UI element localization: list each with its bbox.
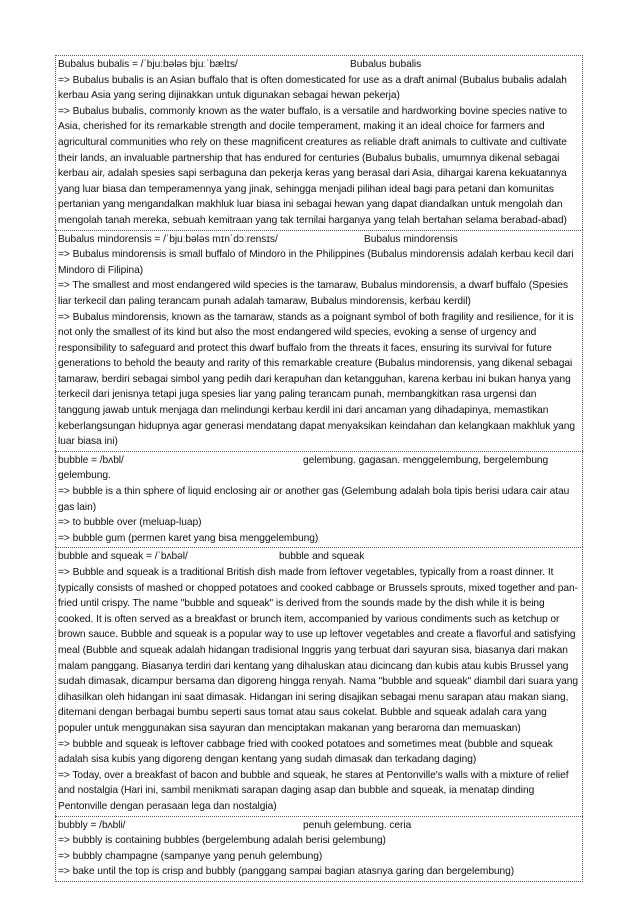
headword: Bubalus bubalis = /ˈbjuːbələs bjuːˈbælɪs/ xyxy=(58,59,238,70)
example-line: => bubbly is containing bubbles (bergelembung adalah berisi gelembung) xyxy=(58,835,386,847)
example-line: => Today, over a breakfast of bacon and bubble and squeak, he stares at Pentonville's walls with a mixture of relief and nostalgia (Hari ini, sambil menikmati sarapan daging asap dan bubble and squeak, ia menatap dinding Pentonville dengan perasaan lega dan nostalgia) xyxy=(58,769,569,812)
entry-bubbly xyxy=(55,816,583,882)
headword: bubble and squeak = /ˈbʌbəl/ xyxy=(58,551,188,563)
example-line: => bake until the top is crisp and bubbly (panggang sampai bagian atasnya garing dan bergelembung) xyxy=(58,866,515,878)
example-line: => to bubble over (meluap-luap) xyxy=(58,517,202,529)
entry-header xyxy=(58,549,580,565)
example-line: => bubble and squeak is leftover cabbage fried with cooked potatoes and sometimes meat (bubble and squeak adalah sisa kubis yang digoreng dengan kentang yang sudah dimasak dan terkadang daging) xyxy=(58,738,553,766)
example-line: => The smallest and most endangered wild species is the tamaraw, Bubalus mindorensis, a dwarf buffalo (Spesies liar terkecil dan paling terancam punah adalah tamaraw, Bubalus mindorensis, kerbau kerdil) xyxy=(58,280,569,307)
example-line: => Bubalus bubalis, commonly known as the water buffalo, is a versatile and hardworking bovine species native to Asia, cherished for its remarkable strength and docile temperament, making it an ideal choice for farmers and agricultural communities who rely on these magnificent creatures as reliable draft animals to cultivate and cultivate their lands, an invaluable partnership that has endured for centuries (Bubalus bubalis, umumnya dikenal sebagai kerbau air, adalah spesies sapi serbaguna dan pekerja keras yang berasal dari Asia, dihargai karena kekuatannya yang luar biasa dan temperamennya yang jinak, sehingga menjadi pilihan ideal bagi para petani dan komunitas pertanian yang mengandalkan makhluk luar biasa ini sebagai hewan yang dapat diandalkan untuk mengolah dan mengolah tanah mereka, sebuah kemitraan yang tak ternilai harganya yang telah bertahan selama berabad-abad) xyxy=(58,105,567,226)
example-line: => Bubble and squeak is a traditional British dish made from leftover vegetables, typically from a roast dinner. It typically consists of mashed or chopped potatoes and cooked cabbage or Brussels sprouts, mixed together and pan-fried until crispy. The name "bubble and squeak" is derived from the sounds made by the dish while it is being cooked. It is often served as a breakfast or brunch item, accompanied by various condiments such as ketchup or brown sauce. Bubble and squeak is a popular way to use up leftover vegetables and create a flavorful and satisfying meal (Bubble and squeak adalah hidangan tradisional Inggris yang terbuat dari sayuran sisa, biasanya dari makan malam panggang. Biasanya terdiri dari kentang yang dihaluskan atau dicincang dan kubis atau kubis Brussel yang sudah dimasak, dicampur bersama dan digoreng hingga renyah. Nama "bubble and squeak" diambil dari suara yang dihasilkan oleh hidangan ini saat dimasak. Hidangan ini sering disajikan sebagai menu sarapan atau makan siang, ditemani dengan berbagai bumbu seperti saus tomat atau saus cokelat. Bubble and squeak adalah cara yang populer untuk menggunakan sisa sayuran dan menciptakan makanan yang beraroma dan memuaskan) xyxy=(58,567,579,734)
meaning: gelembung. gagasan. menggelembung, bergelembung xyxy=(303,454,549,466)
entry-header xyxy=(58,818,580,834)
headword: bubbly = /bʌbli/ xyxy=(58,819,126,831)
entry-header xyxy=(58,232,580,248)
example-line: => bubble is a thin sphere of liquid enclosing air or another gas (Gelembung adalah bola tipis berisi udara cair atau gas lain) xyxy=(58,486,570,513)
meaning: bubble and squeak xyxy=(279,551,365,563)
meaning: penuh gelembung. ceria xyxy=(303,819,412,831)
example-line: => Bubalus mindorensis, known as the tamaraw, stands as a poignant symbol of both fragility and resilience, for it is not only the smallest of its kind but also the most endangered wild species, evoking a sense of urgency and responsibility to safeguard and protect this dwarf buffalo from the threats it faces, ensuring its survival for future generations to behold the beauty and rarity of this remarkable creature (Bubalus mindorensis, yang dikenal sebagai tamaraw, berdiri sebagai simbol yang pedih dari kerapuhan dan ketangguhan, karena kerbau ini bukan hanya yang terkecil dari jenisnya tetapi juga spesies liar yang paling terancam punah, membangkitkan rasa urgensi dan tanggung jawab untuk menjaga dan melindungi kerbau kerdil ini dari ancaman yang dihadapinya, memastikan keberlangsungan hidupnya agar generasi mendatang dapat menyaksikan keindahan dan kelangkaan makhluk yang luar biasa ini) xyxy=(58,311,576,448)
example-line: => Bubalus mindorensis is small buffalo of Mindoro in the Philippines (Bubalus mindorensis adalah kerbau kecil dari Mindoro di Filipina) xyxy=(58,249,574,276)
entry-header xyxy=(58,453,580,469)
headword: Bubalus mindorensis = /ˈbjuːbələs mɪnˈdɔːrensɪs/ xyxy=(58,233,278,245)
entry-bubble-and-squeak xyxy=(55,547,583,815)
example-line: => bubbly champagne (sampanye yang penuh gelembung) xyxy=(58,850,323,862)
entry-bubalus-mindorensis xyxy=(55,230,583,451)
entry-header xyxy=(58,57,580,73)
example-line: => Bubalus bubalis is an Asian buffalo that is often domesticated for use as a draft animal (Bubalus bubalis adalah kerbau Asia yang sering dijinakkan untuk digunakan sebagai hewan pekerja) xyxy=(58,74,567,102)
entry-bubble xyxy=(55,451,583,548)
example-line: => bubble gum (permen karet yang bisa menggelembung) xyxy=(58,532,319,544)
headword: bubble = /bʌbl/ xyxy=(58,454,124,466)
meaning: Bubalus mindorensis xyxy=(364,233,458,245)
meaning: Bubalus bubalis xyxy=(350,59,422,70)
example-line: gelembung. xyxy=(58,470,111,482)
dictionary-page xyxy=(55,55,583,882)
entry-bubalus-bubalis xyxy=(55,55,583,230)
